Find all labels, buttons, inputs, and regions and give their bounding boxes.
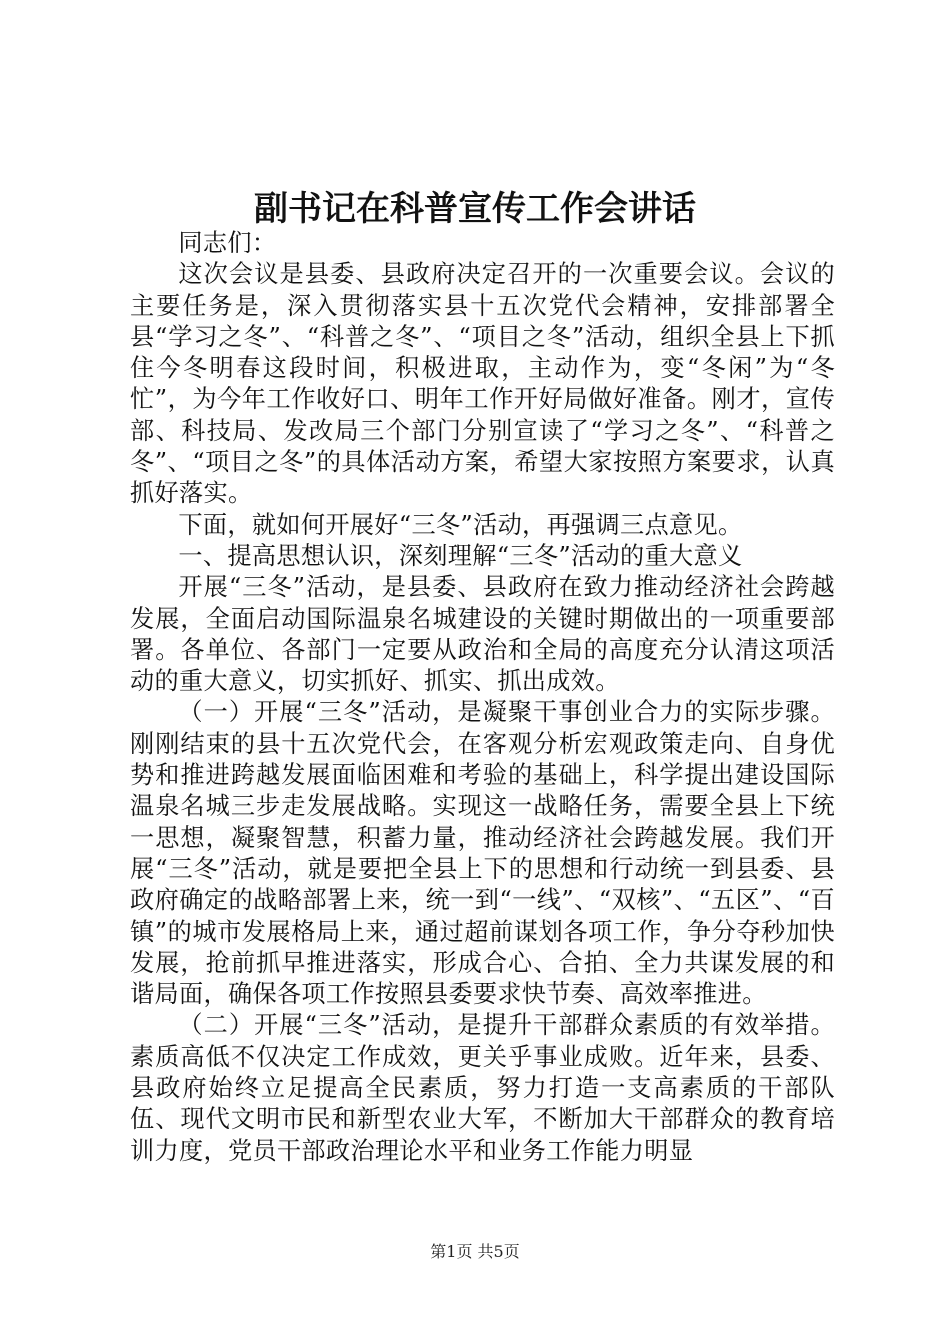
paragraph-transition: 下面，就如何开展好“三冬”活动，再强调三点意见。: [178, 510, 743, 539]
paragraph-point-1: （一）开展“三冬”活动，是凝聚干事创业合力的实际步骤。刚刚结束的县十五次党代会，在客观分析宏观政策走向、自身优势和推进跨越发展面临困难和考验的基础上，科学提出建设国际温泉名城三步走发展战略。实现这一战略任务，需要全县上下统一思想，凝聚智慧，积蓄力量，推动经济社会跨越发展。我们开展“三冬”活动，就是要把全县上下的思想和行动统一到县委、县政府确定的战略部署上来，统一到“一线”、“双核”、“五区”、“百镇”的城市发展格局上来，通过超前谋划各项工作，争分夺秒加快发展，抢前抓早推进落实，形成合心、合拍、全力共谋发展的和谐局面，确保各项工作按照县委要求快节奏、高效率推进。: [130, 698, 835, 1009]
section-heading-1: 一、提高思想认识，深刻理解“三冬”活动的重大意义: [178, 541, 743, 570]
paragraph-point-2: （二）开展“三冬”活动，是提升干部群众素质的有效举措。素质高低不仅决定工作成效，更关乎事业成败。近年来，县委、县政府始终立足提高全民素质，努力打造一支高素质的干部队伍、现代文明市民和新型农业大军，不断加大干部群众的教育培训力度，党员干部政治理论水平和业务工作能力明显: [130, 1011, 835, 1165]
document-body: [130, 228, 835, 1167]
document-title: 副书记在科普宣传工作会讲话: [254, 189, 696, 229]
page-footer: 第1页 共5页: [430, 1242, 520, 1261]
salutation: 同志们：: [178, 229, 277, 257]
paragraph-intro: 这次会议是县委、县政府决定召开的一次重要会议。会议的主要任务是，深入贯彻落实县十五次党代会精神，安排部署全县“学习之冬”、“科普之冬”、“项目之冬”活动，组织全县上下抓住今冬明春这段时间，积极进取，主动作为，变“冬闲”为“冬忙”，为今年工作收好口、明年工作开好局做好准备。刚才，宣传部、科技局、发改局三个部门分别宣读了“学习之冬”、“科普之冬”、“项目之冬”的具体活动方案，希望大家按照方案要求，认真抓好落实。: [130, 260, 835, 508]
paragraph-section-1: 开展“三冬”活动，是县委、县政府在致力推动经济社会跨越发展，全面启动国际温泉名城建设的关键时期做出的一项重要部署。各单位、各部门一定要从政治和全局的高度充分认清这项活动的重大意义，切实抓好、抓实、抓出成效。: [130, 573, 835, 696]
